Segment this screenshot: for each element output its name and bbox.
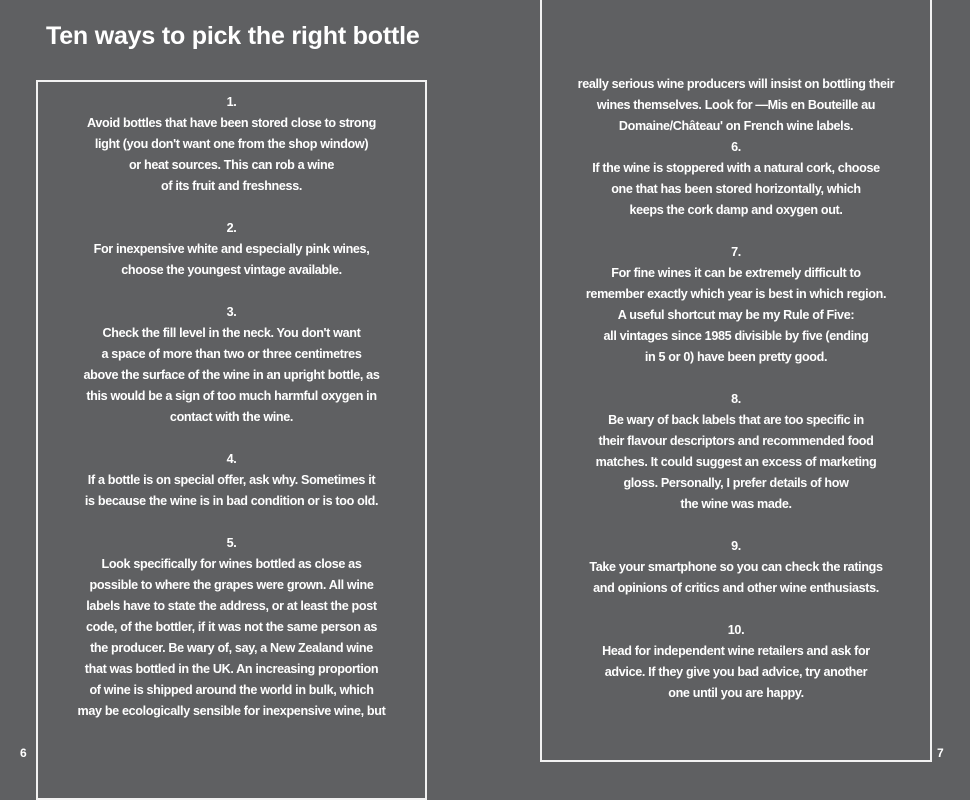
- tip-number: 4.: [226, 452, 237, 466]
- tip-item-2: [44, 218, 419, 281]
- tip-number: 8.: [731, 392, 741, 406]
- tip-line: Head for independent wine retailers and ask for: [602, 644, 870, 658]
- tip-line: remember exactly which year is best in which region.: [585, 287, 887, 301]
- tip-line: and opinions of critics and other wine enthusiasts.: [593, 581, 879, 595]
- tip-line: or heat sources. This can rob a wine: [128, 158, 335, 172]
- page-number-left: 6: [20, 746, 27, 760]
- tip-line: If a bottle is on special offer, ask why. Sometimes it: [87, 473, 376, 487]
- tip-item-5: [44, 533, 419, 722]
- tip-line: one until you are happy.: [668, 686, 804, 700]
- tip-line: may be ecologically sensible for inexpensive wine, but: [77, 704, 386, 718]
- tip-line: advice. If they give you bad advice, try another: [604, 665, 868, 679]
- tip-line: a space of more than two or three centimetres: [101, 347, 362, 361]
- tip-line: in 5 or 0) have been pretty good.: [644, 350, 828, 364]
- tip-line: one that has been stored horizontally, which: [611, 182, 861, 196]
- tip-line: contact with the wine.: [169, 410, 294, 424]
- tip-line: that was bottled in the UK. An increasing proportion: [84, 662, 379, 676]
- right-column-text: [548, 74, 924, 704]
- tip-line: labels have to state the address, or at least the post: [86, 599, 377, 613]
- tip-item-7: [548, 242, 924, 368]
- tip-line: wines themselves. Look for —Mis en Bouteille au: [596, 98, 876, 112]
- tip-line: If the wine is stoppered with a natural cork, choose: [592, 161, 880, 175]
- tip-item-8: [548, 389, 924, 515]
- page-number-right: 7: [937, 746, 944, 760]
- tip-line: Domaine/Château' on French wine labels.: [618, 119, 854, 133]
- tip-line: Take your smartphone so you can check the ratings: [589, 560, 883, 574]
- tip-number: 9.: [731, 539, 741, 553]
- tip-number: 5.: [226, 536, 237, 550]
- tip-line: choose the youngest vintage available.: [121, 263, 342, 277]
- tip-line: of its fruit and freshness.: [161, 179, 302, 193]
- tip-line: is because the wine is in bad condition or is too old.: [84, 494, 379, 508]
- tip-line: of wine is shipped around the world in bulk, which: [89, 683, 374, 697]
- tip-line: code, of the bottler, if it was not the same person as: [85, 620, 378, 634]
- tip-line: all vintages since 1985 divisible by five (ending: [603, 329, 869, 343]
- left-column-text: [44, 92, 419, 722]
- tip-item-6: [548, 137, 924, 221]
- tip-item-9: [548, 536, 924, 599]
- tip-number: 6.: [731, 140, 741, 154]
- tip-line: this would be a sign of too much harmful oxygen in: [86, 389, 377, 403]
- tip-item-4: [44, 449, 419, 512]
- tip-line: keeps the cork damp and oxygen out.: [629, 203, 843, 217]
- tip-number: 7.: [731, 245, 741, 259]
- tip-line: light (you don't want one from the shop window): [94, 137, 369, 151]
- tip-line: For inexpensive white and especially pink wines,: [93, 242, 370, 256]
- tip-line: For fine wines it can be extremely difficult to: [611, 266, 861, 280]
- tip-line: above the surface of the wine in an upright bottle, as: [83, 368, 380, 382]
- tip-line: Look specifically for wines bottled as close as: [101, 557, 362, 571]
- tip-item-1: [44, 92, 419, 197]
- tip-number: 3.: [226, 305, 237, 319]
- tip-line: matches. It could suggest an excess of marketing: [595, 455, 877, 469]
- tip-line: their flavour descriptors and recommended food: [598, 434, 874, 448]
- tip-number: 1.: [226, 95, 237, 109]
- tip-line: Be wary of back labels that are too specific in: [608, 413, 864, 427]
- tip-line: gloss. Personally, I prefer details of how: [623, 476, 849, 490]
- page-title: Ten ways to pick the right bottle: [46, 22, 420, 50]
- tip-line: the producer. Be wary of, say, a New Zealand wine: [90, 641, 373, 655]
- tip-line: Check the fill level in the neck. You don't want: [102, 326, 361, 340]
- tip-item-3: [44, 302, 419, 428]
- tip-number: 2.: [226, 221, 237, 235]
- tip-5-continuation: [548, 74, 924, 137]
- tip-line: Avoid bottles that have been stored close to strong: [87, 116, 376, 130]
- tip-line: the wine was made.: [680, 497, 792, 511]
- tip-number: 10.: [727, 623, 745, 637]
- tip-line: possible to where the grapes were grown. All wine: [89, 578, 374, 592]
- tip-line: really serious wine producers will insist on bottling their: [577, 77, 895, 91]
- tip-line: A useful shortcut may be my Rule of Five:: [617, 308, 855, 322]
- tip-item-10: [548, 620, 924, 704]
